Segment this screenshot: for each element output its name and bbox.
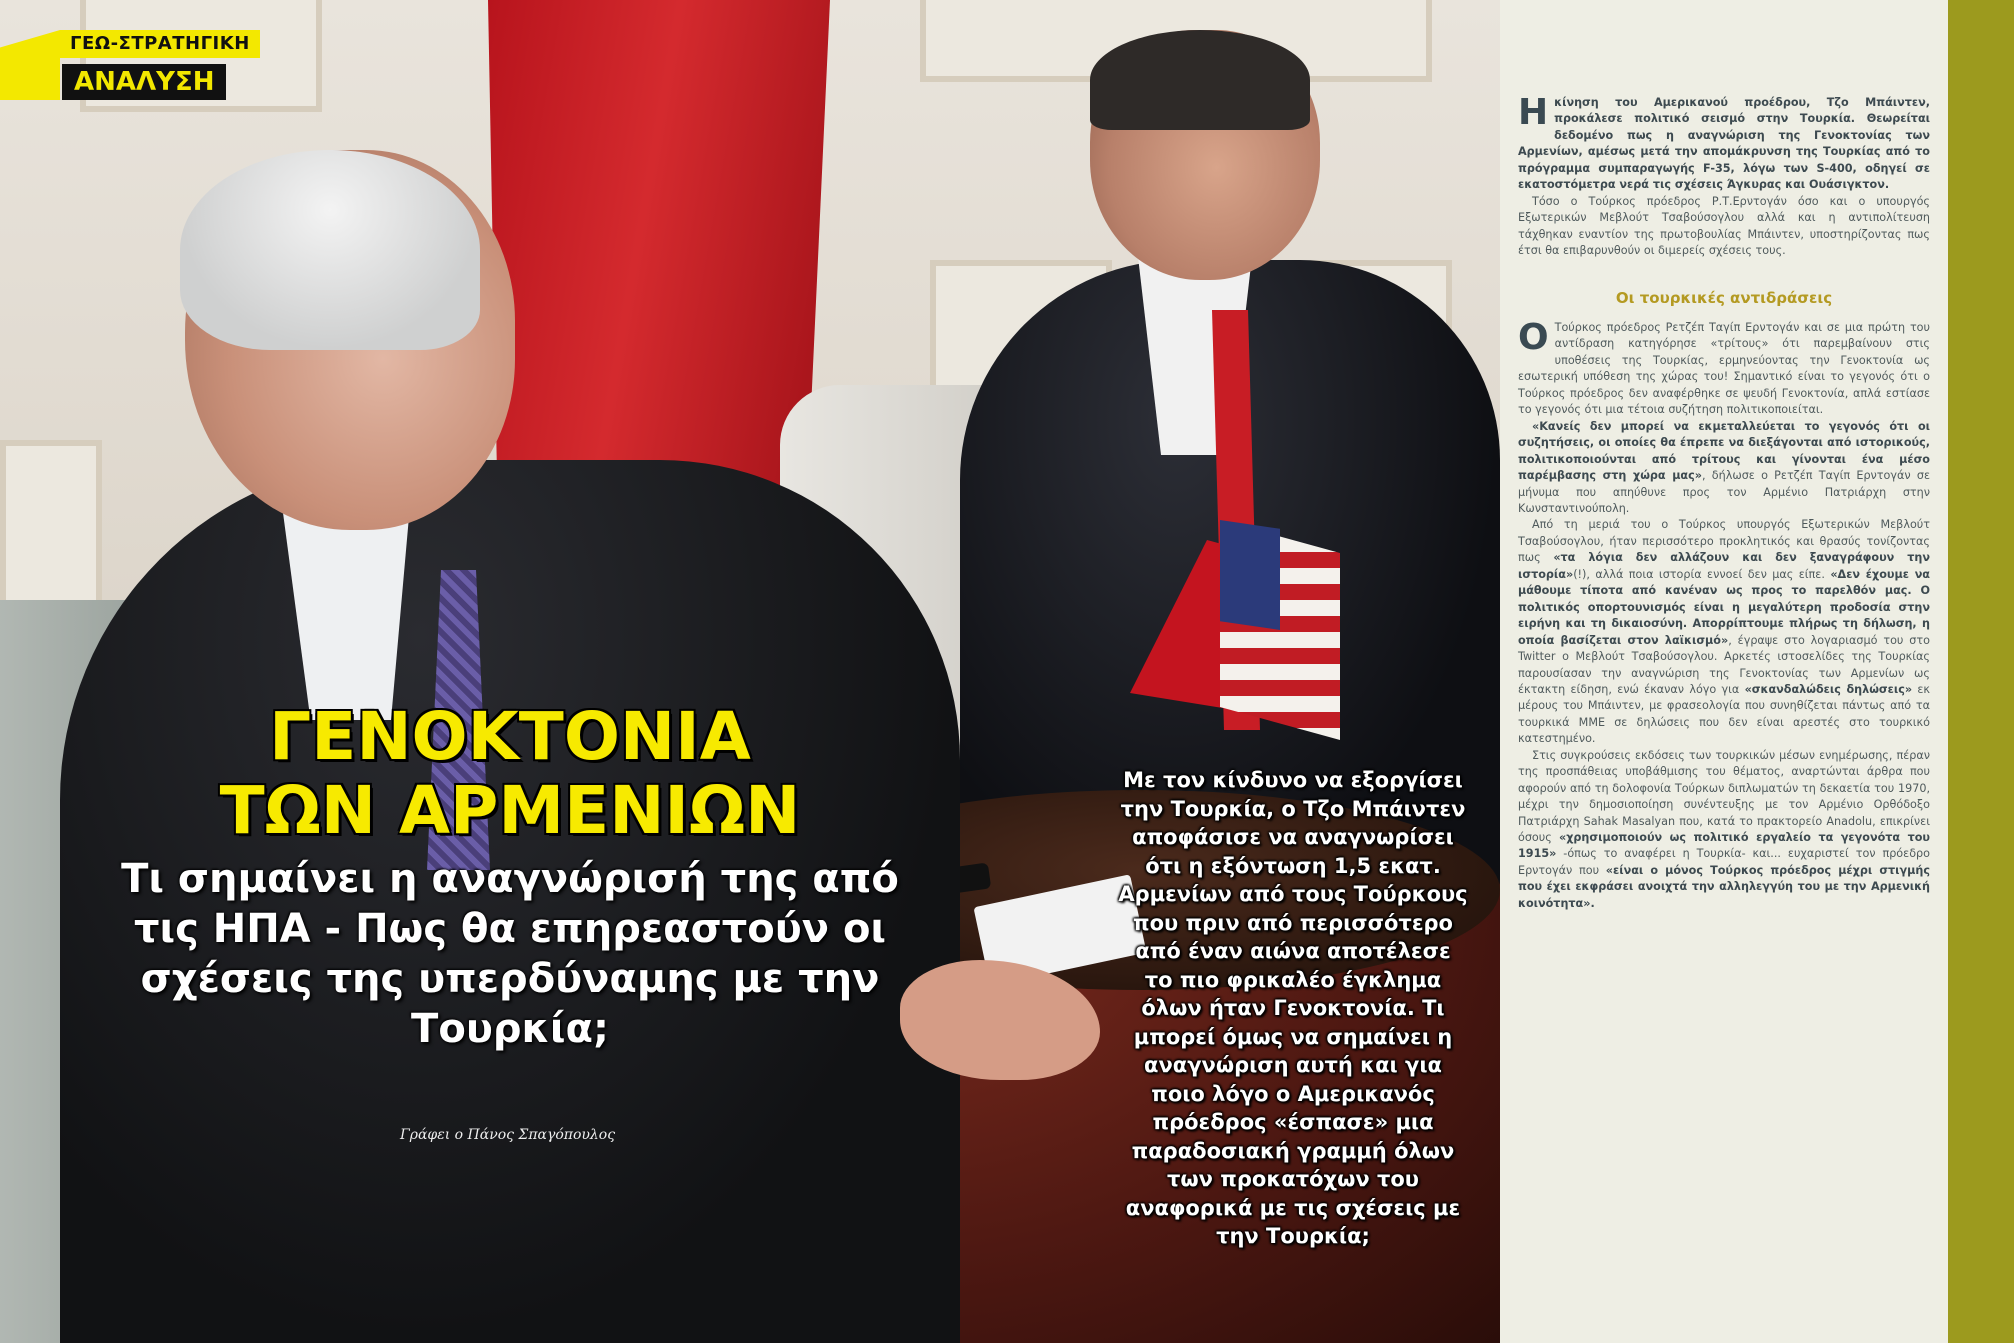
paragraph-text: , έγραψε στο λογαριασμό του στο Twitter ο Μεβλούτ Τσαβούσογλου. Αρκετές ιστοσελίδες της Τουρκίας παρουσίασαν την αναγνώριση της Γενοκτονίας των Αρμενίων ως έκτακτη είδηση, ενώ έκαναν λόγο για bbox=[1518, 633, 1930, 696]
article-paragraph bbox=[1518, 517, 1930, 747]
headline-subtitle: Τι σημαίνει η αναγνώρισή της από τις ΗΠΑ - Πως θα επηρεαστούν οι σχέσεις της υπερδύναμης με την Τουρκία; bbox=[121, 856, 899, 1052]
intro-bold-text: κίνηση του Αμερικανού προέδρου, Τζο Μπάιντεν, προκάλεσε πολιτικό σεισμό στην Τουρκία. Θεωρείται δεδομένο πως η αναγνώριση της Γενοκτονίας των Αρμενίων, αμέσως μετά την απομάκρυνση της Τουρκίας από το πρόγραμμα συμπαραγωγής F-35, λόγω των S-400, οδηγεί σε εκατοστόμετρα νερά τις σχέσεις Άγκυρας και Ουάσιγκτον. bbox=[1518, 96, 1930, 192]
quote-bold: «Δεν έχουμε να μάθουμε τίποτα από κανέναν ως προς το παρελθόν μας. Ο πολιτικός οπορτουνισμός είναι η μεγαλύτερη προδοσία στην ειρήνη και τη δικαιοσύνη. Απορρίπτουμε πλήρως τη δήλωση, η οποία βασίζεται στον λαϊκισμό» bbox=[1518, 567, 1930, 647]
article-subhead: Οι τουρκικές αντιδράσεις bbox=[1615, 288, 1833, 307]
hair bbox=[180, 150, 480, 350]
byline: Γράφει ο Πάνος Σπαγόπουλος bbox=[400, 1127, 616, 1143]
article-paragraph bbox=[1518, 92, 1930, 194]
quote-bold: «τα λόγια δεν αλλάζουν και δεν ξαναγράφουν την ιστορία» bbox=[1518, 551, 1930, 581]
article-paragraph: Τόσο ο Τούρκος πρόεδρος Ρ.Τ.Ερντογάν όσο και ο υπουργός Εξωτερικών Μεβλούτ Τσαβούσογλου αλλά και η αντιπολίτευση τάχθηκαν εναντίον της πρωτοβουλίας Μπάιντεν, υποστηρίζοντας πως έτσι θα επιβαρυνθούν οι διμερείς σχέσεις τους. bbox=[1518, 194, 1930, 258]
paragraph-text: Από τη μεριά του ο Τούρκος υπουργός Εξωτερικών Μεβλούτ Τσαβούσογλου, ήταν περισσότερο προκλητικός και θρασύς τονίζοντας πως bbox=[1518, 518, 1930, 565]
page-edge-bar bbox=[1948, 0, 2014, 1343]
drop-cap: Η bbox=[1518, 92, 1549, 133]
section-tag-bottom: ΑΝΑΛΥΣΗ bbox=[62, 64, 226, 100]
us-flag-canton bbox=[1220, 520, 1280, 630]
paragraph-text: εκ μέρους του Μπάιντεν, με φρασεολογία που συνηθίζεται πάντως από τα τουρκικά ΜΜΕ σε δηλώσεις που δεν είναι αρεστές στο τουρκικό κατεστημένο. bbox=[1518, 682, 1930, 746]
quote-bold: «χρησιμοποιούν ως πολιτικό εργαλείο τα γεγονότα του 1915» bbox=[1518, 831, 1930, 861]
desk-flags bbox=[1130, 480, 1370, 780]
section-tag bbox=[0, 30, 250, 100]
lead-paragraph: Με τον κίνδυνο να εξοργίσει την Τουρκία, ο Τζο Μπάιντεν αποφάσισε να αναγνωρίσει ότι η εξόντωση 1,5 εκατ. Αρμενίων από τους Τούρκους που πριν από περισσότερο από έναν αιώνα αποτέλεσε το πιο φρικαλέο έγκλημα όλων ήταν Γενοκτονία. Τι μπορεί όμως να σημαίνει η αναγνώριση αυτή και για ποιο λόγο ο Αμερικανός πρόεδρος «έσπασε» μια παραδοσιακή γραμμή όλων των προκατόχων του αναφορικά με τις σχέσεις με την Τουρκία; bbox=[1118, 768, 1468, 1248]
quote-bold: «Κανείς δεν μπορεί να εκμεταλλεύεται το γεγονός ότι οι συζητήσεις, οι οποίες θα έπρεπε να διεξάγονται από ιστορικούς, πολιτικοποιούνται από τρίτους και γίνονται ένα μέσο παρέμβασης στη χώρα μας» bbox=[1518, 419, 1930, 483]
article-paragraph bbox=[1518, 748, 1930, 913]
headline-title-line1: ΓΕΝΟΚΤΟΝΙΑ bbox=[269, 698, 751, 775]
quote-bold: «σκανδαλώδεις δηλώσεις» bbox=[1744, 682, 1913, 696]
article-paragraph bbox=[1518, 316, 1930, 419]
paragraph-text: Στις συγκρούσεις εκδόσεις των τουρκικών μέσων ενημέρωσης, πέραν της προσπάθειας υποβάθμισης του θέματος, αναρτώνται άρθρα που αφορούν από τη δολοφονία Τούρκων διπλωματών τη δεκαετία του 1970, μέχρι την δημοσιοποίηση συνέντευξης με τον Αρμένιο Ορθόδοξο Πατριάρχη Sahak Masalyan που, κατά το πρακτορείο Anadolu, επικρίνει όσους bbox=[1518, 748, 1930, 845]
headline bbox=[90, 700, 930, 1054]
headline-title-line2: ΤΩΝ ΑΡΜΕΝΙΩΝ bbox=[219, 772, 801, 849]
paragraph-text: Τούρκος πρόεδρος Ρετζέπ Ταγίπ Ερντογάν και σε μια πρώτη του αντίδραση κατηγόρησε «τρίτους» ότι παρεμβαίνουν στις υποθέσεις της Τουρκίας, ερμηνεύοντας την Γενοκτονία ως εσωτερική υπόθεση της χώρας του! Σημαντικό είναι το γεγονός ότι ο Τούρκος πρόεδρος δεν αναφέρθηκε σε ψευδή Γενοκτονία, απλά εστίασε το γεγονός ότι μια τέτοια συζήτηση πολιτικοποιείται. bbox=[1518, 320, 1930, 417]
article-paragraph bbox=[1518, 419, 1930, 518]
drop-cap: Ο bbox=[1518, 316, 1549, 358]
paragraph-text: , δήλωσε ο Ρετζέπ Ταγίπ Ερντογάν σε μήνυμα που απηύθυνε προς τον Αρμένιο Πατριάρχη στην Κωνσταντινούπολη. bbox=[1518, 469, 1930, 515]
paragraph-text: (!), αλλά ποια ιστορία εννοεί δεν μας είπε. bbox=[1573, 567, 1831, 581]
hair bbox=[1090, 30, 1310, 130]
paragraph-text: -όπως το αναφέρει η Τουρκία- και... ευχαριστεί τον πρόεδρο Ερντογάν που bbox=[1518, 847, 1930, 877]
article-body bbox=[1518, 92, 1930, 912]
section-tag-top: ΓΕΩ-ΣΤΡΑΤΗΓΙΚΗ bbox=[60, 30, 260, 58]
tag-corner bbox=[0, 30, 60, 100]
quote-bold: «είναι ο μόνος Τούρκος πρόεδρος μέχρι στιγμής που έχει εκφράσει ανοιχτά την αλληλεγγύη του με την Αρμενική κοινότητα». bbox=[1518, 863, 1930, 910]
